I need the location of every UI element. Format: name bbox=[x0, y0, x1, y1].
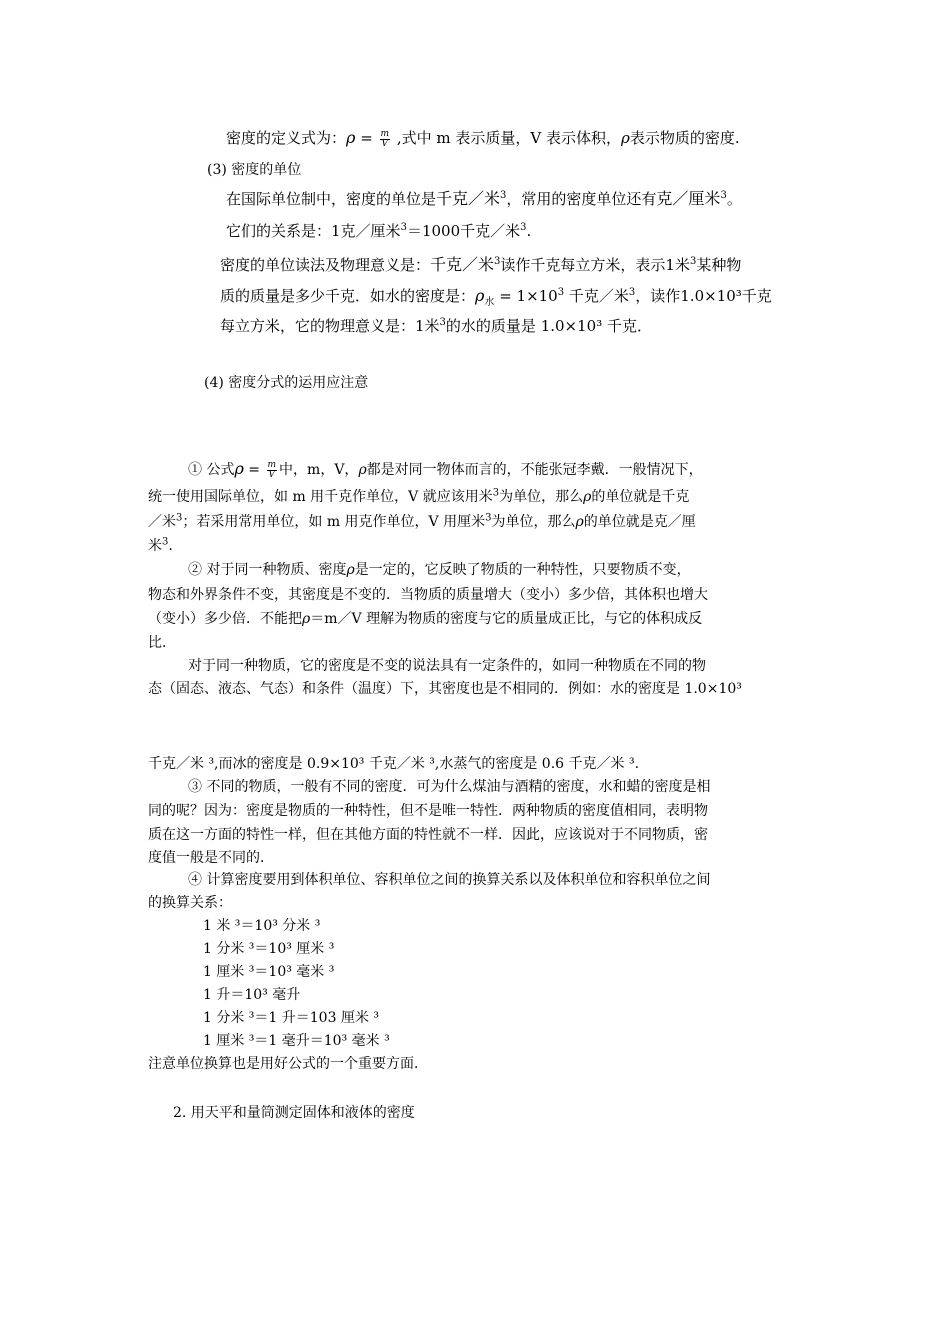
text: 千克／米 bbox=[430, 255, 495, 274]
conversion-item: 1 分米 ³＝10³ 厘米 ³ bbox=[203, 941, 335, 957]
text: ／米 bbox=[148, 514, 176, 530]
frac-num: m bbox=[267, 459, 277, 470]
sup: 3 bbox=[689, 256, 697, 267]
sup: 3 bbox=[439, 317, 446, 328]
text: 表示物质的密度. bbox=[629, 129, 740, 147]
sup: 3 bbox=[162, 536, 169, 548]
text: ,式中 m 表示质量，V 表示体积， bbox=[392, 129, 621, 147]
frac-den: V bbox=[268, 469, 276, 480]
text: 为单位，那么 bbox=[499, 489, 584, 505]
sup: 3 bbox=[720, 190, 727, 201]
text: ② 对于同一种物质、密度 bbox=[188, 562, 347, 578]
note-2-line-4: 比． bbox=[148, 635, 176, 651]
text: 的水的质量是 1.0×10³ 千克． bbox=[445, 317, 652, 335]
conversion-item: 1 分米 ³＝1 升＝103 厘米 ³ bbox=[203, 1010, 380, 1026]
text: ；若采用常用单位，如 m 用克作单位，V 用厘米 bbox=[182, 514, 486, 530]
conversion-item: 1 厘米 ³＝10³ 毫米 ³ bbox=[203, 964, 335, 980]
rho-symbol: ρ bbox=[234, 459, 244, 478]
frac-num: m bbox=[380, 128, 390, 139]
unit-reading-line-2 bbox=[220, 286, 772, 306]
note-4-line-1: ④ 计算密度要用到体积单位、容积单位之间的换算关系以及体积单位和容积单位之间 bbox=[188, 872, 711, 888]
sup: 3 bbox=[557, 287, 565, 298]
sup: 3 bbox=[485, 512, 492, 524]
text: 质的质量是多少千克．如水的密度是： bbox=[220, 287, 476, 305]
unit-reading-line-1 bbox=[220, 255, 741, 275]
text: 千克／米 bbox=[436, 189, 501, 208]
unit-heading: (3) 密度的单位 bbox=[207, 162, 302, 178]
note-2-line-1 bbox=[188, 560, 691, 580]
note-1-line-3 bbox=[148, 512, 696, 532]
text: 克／厘米 bbox=[656, 189, 721, 208]
text: 中，m，V， bbox=[279, 462, 359, 478]
note-2-line-3 bbox=[148, 609, 702, 629]
text: 在国际单位制中，密度的单位是 bbox=[226, 190, 437, 208]
text: ，读作1.0×10³千克 bbox=[635, 287, 772, 305]
sup: 3 bbox=[500, 190, 507, 201]
text: 为单位，那么 bbox=[491, 514, 576, 530]
sup: 3 bbox=[628, 287, 636, 298]
density-definition-line bbox=[226, 128, 740, 149]
rho-symbol: ρ bbox=[346, 128, 356, 147]
text: 千克／米 bbox=[564, 287, 629, 305]
text: ，常用的密度单位还有 bbox=[506, 190, 657, 208]
note-1-line-2 bbox=[148, 487, 689, 507]
sup: 3 bbox=[492, 487, 500, 499]
text: 的单位就是克／厘 bbox=[583, 514, 696, 530]
note-2-line-5: 对于同一种物质，它的密度是不变的说法具有一定条件的，如同一种物质在不同的物 bbox=[188, 658, 706, 674]
section-2-heading: 2. 用天平和量筒测定固体和液体的密度 bbox=[173, 1105, 415, 1121]
text: = bbox=[355, 129, 378, 147]
text: ＝m／V 理解为物质的密度与它的质量成正比，与它的体积成反 bbox=[310, 611, 703, 627]
text: 密度的单位读法及物理意义是： bbox=[220, 256, 431, 274]
conversion-item: 1 厘米 ³＝1 毫升＝10³ 毫米 ³ bbox=[203, 1033, 390, 1049]
sub: 水 bbox=[484, 297, 495, 308]
text: 读作千克每立方米，表示1米 bbox=[500, 256, 690, 274]
sup: 3 bbox=[176, 512, 183, 524]
text: . bbox=[526, 222, 532, 240]
text: ① 公式 bbox=[188, 462, 235, 478]
note-1-line-4 bbox=[148, 536, 173, 556]
rho-symbol: ρ bbox=[346, 562, 355, 578]
text: 每立方米，它的物理意义是：1米 bbox=[220, 317, 440, 335]
section-4-heading: (4) 密度分式的运用应注意 bbox=[204, 375, 369, 391]
conversion-item: 1 米 ³＝10³ 分米 ³ bbox=[203, 918, 321, 934]
rho-symbol: ρ bbox=[475, 286, 485, 305]
sup: 3 bbox=[494, 256, 501, 267]
conversion-item: 1 升＝10³ 毫升 bbox=[203, 987, 301, 1003]
note-3-line-3: 质在这一方面的特性一样，但在其他方面的特性就不一样．因此，应该说对于不同物质，密 bbox=[148, 827, 708, 843]
closing-note: 注意单位换算也是用好公式的一个重要方面． bbox=[148, 1056, 428, 1072]
rho-symbol: ρ bbox=[302, 611, 311, 627]
text: 米 bbox=[148, 538, 162, 554]
note-3-line-1: ③ 不同的物质，一般有不同的密度．可为什么煤油与酒精的密度，水和蜡的密度是相 bbox=[188, 779, 711, 795]
text: = 1×10 bbox=[494, 287, 558, 305]
text: 密度的定义式为： bbox=[226, 129, 347, 147]
rho-symbol: ρ bbox=[620, 129, 630, 147]
fraction-m-over-v bbox=[380, 130, 391, 149]
rho-symbol: ρ bbox=[358, 462, 367, 478]
frac-den: V bbox=[381, 138, 389, 149]
text: 的单位就是千克 bbox=[591, 489, 690, 505]
note-3-line-4: 度值一般是不同的． bbox=[148, 850, 274, 866]
unit-line-1 bbox=[226, 189, 742, 209]
text: 。 bbox=[726, 190, 742, 208]
text: 1克／厘米 bbox=[331, 222, 401, 240]
text: 是一定的，它反映了物质的一种特性，只要物质不变， bbox=[354, 562, 691, 578]
rho-symbol: ρ bbox=[575, 514, 584, 530]
note-2-line-7: 千克／米 ³,而冰的密度是 0.9×10³ 千克／米 ³,水蒸气的密度是 0.6 千克／米 ³. bbox=[148, 756, 640, 772]
sup: 3 bbox=[520, 222, 527, 233]
rho-symbol: ρ bbox=[583, 489, 592, 505]
fraction-m-over-v bbox=[267, 461, 278, 480]
text: . bbox=[168, 538, 173, 554]
note-4-line-2: 的换算关系： bbox=[148, 895, 232, 911]
text: 统一使用国际单位，如 m 用千克作单位，V 就应该用米 bbox=[148, 489, 493, 505]
text: （变小）多少倍．不能把 bbox=[148, 611, 302, 627]
text: = bbox=[243, 462, 265, 478]
text: 某种物 bbox=[696, 256, 742, 274]
note-2-line-6: 态（固态、液态、气态）和条件（温度）下，其密度也是不相同的．例如：水的密度是 1.0×10³ bbox=[148, 681, 742, 697]
sup: 3 bbox=[400, 222, 407, 233]
note-1-line-1 bbox=[188, 459, 703, 480]
text: 它们的关系是： bbox=[226, 222, 332, 240]
note-3-line-2: 同的呢？因为：密度是物质的一种特性，但不是唯一特性．两种物质的密度值相同，表明物 bbox=[148, 803, 708, 819]
text: ＝1000千克／米 bbox=[406, 222, 521, 240]
note-2-line-2: 物态和外界条件不变，其密度是不变的．当物质的质量增大（变小）多少倍，其体积也增大 bbox=[148, 587, 708, 603]
unit-relation-line bbox=[226, 221, 531, 241]
text: 都是对同一物体而言的，不能张冠李戴．一般情况下， bbox=[366, 462, 703, 478]
unit-reading-line-3 bbox=[220, 316, 652, 336]
